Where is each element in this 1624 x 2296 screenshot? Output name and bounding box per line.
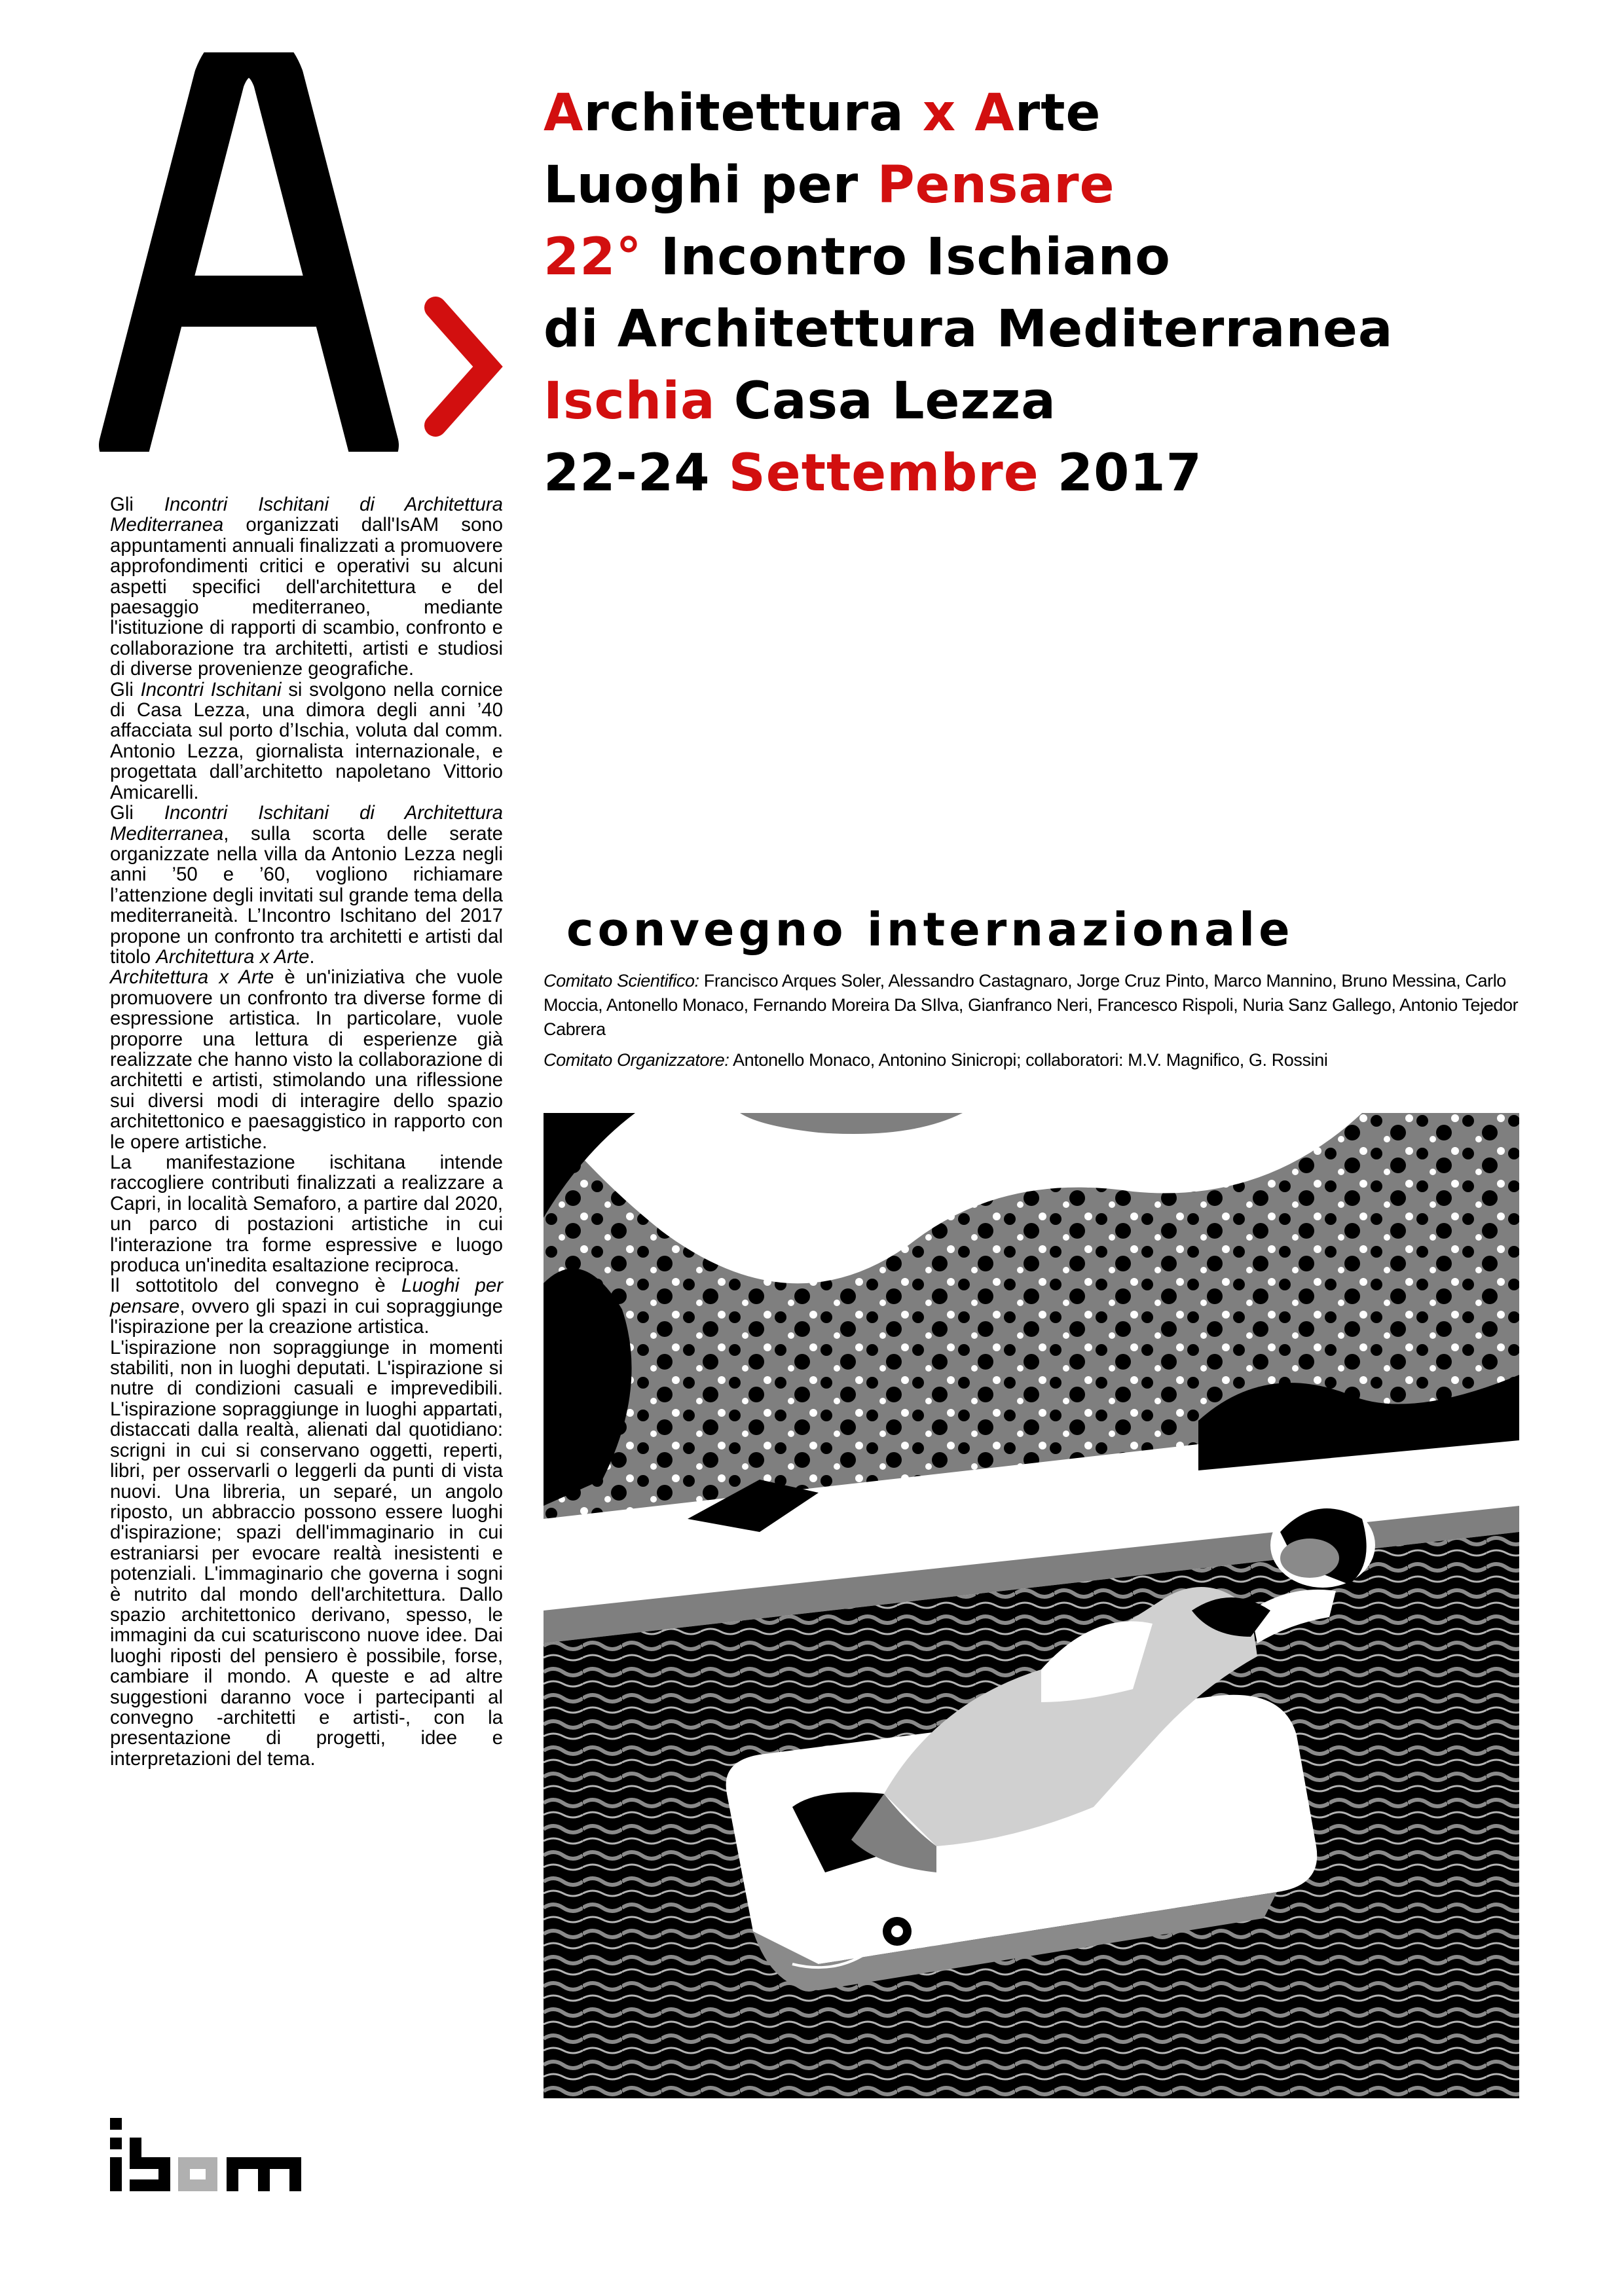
event-title [544, 77, 1565, 509]
body-paragraph-6: Il sottotitolo del convegno è Luoghi per pensare, ovvero gli spazi in cui sopraggiunge l'ispirazione per la creazione artistica. [110, 1275, 503, 1338]
title-line-2: Luoghi per Pensare [544, 156, 1115, 215]
body-text-column [110, 494, 503, 1769]
committees [544, 969, 1539, 1072]
body-paragraph-4: Architettura x Arte è un'iniziativa che vuole promuovere un confronto tra diverse forme di espressione artistica. In particolare, vuole proporre una lettura di esperienze già realizzate che hanno visto la collaborazione di architetti e artisti, stimolando una riflessione sui diversi modi di interagire dello spazio architettonico e paesaggistico in rapporto con le opere artistiche. [110, 966, 504, 1153]
title-line-5: Ischia Casa Lezza [544, 372, 1056, 431]
isam-logo [110, 2118, 310, 2191]
title-line-3: 22° Incontro Ischiano [544, 228, 1171, 287]
scientific-committee: Comitato Scientifico: Francisco Arques Soler, Alessandro Castagnaro, Jorge Cruz Pinto, Marco Mannino, Bruno Messina, Carlo Moccia, Antonello Monaco, Fernando Moreira Da SIlva, Gianfranco Neri, Francesco Rispoli, Nuria Sanz Gallego, Antonio Tejedor Cabrera [544, 971, 1519, 1039]
chevron-right-icon [419, 295, 504, 439]
body-paragraph-2: Gli Incontri Ischitani si svolgono nella cornice di Casa Lezza, una dimora degli anni ’40 affacciata sul porto d’Ischia, voluta dal comm. Antonio Lezza, giornalista internazionale, e progettata dall’architetto napoletano Vittorio Amicarelli. [110, 678, 503, 803]
logo-letter-a [98, 52, 399, 452]
body-paragraph-5: La manifestazione ischitana intende raccogliere contributi finalizzati a realizzare a Capri, in località Semaforo, a partire dal 2020, un parco di postazioni artistiche in cui l'interazione tra forme espressive e luogo produca un'inedita esaltazione reciproca. [110, 1152, 503, 1277]
photo-illustration [544, 1113, 1519, 2098]
body-paragraph-3: Gli Incontri Ischitani di Architettura Mediterranea, sulla scorta delle serate organizzate nella villa da Antonio Lezza negli anni ’50 e ’60, vogliono richiamare l’attenzione degli invitati sul grande tema della mediterraneità. L’Incontro Ischitano del 2017 propone un confronto tra architetti e artisti dal titolo Architettura x Arte. [110, 802, 503, 968]
conference-title: convegno internazionale [566, 903, 1294, 957]
body-paragraph-1: Gli Incontri Ischitani di Architettura Mediterranea organizzati dall'IsAM sono appuntamenti annuali finalizzati a promuovere approfondimenti critici e operativi su alcuni aspetti specifici dell'architettura e del paesaggio mediterraneo, mediante l'istituzione di rapporti di scambio, confronto e collaborazione tra architetti, artisti e studiosi di diverse provenienze geografiche. [110, 494, 503, 680]
title-line-1: Architettura x Arte [544, 84, 1101, 143]
title-line-6: 22-24 Settembre 2017 [544, 444, 1202, 503]
organizing-committee: Comitato Organizzatore: Antonello Monaco, Antonino Sinicropi; collaboratori: M.V. Magnifico, G. Rossini [544, 1050, 1328, 1070]
poster-photo [544, 1113, 1519, 2098]
title-line-4: di Architettura Mediterranea [544, 300, 1393, 359]
body-paragraph-7: L'ispirazione non sopraggiunge in momenti stabiliti, non in luoghi deputati. L'ispirazione si nutre di condizioni casuali e imprevedibili. L'ispirazione sopraggiunge in luoghi appartati, distaccati dalla realtà, alienati dal quotidiano: scrigni in cui si conservano oggetti, reperti, libri, per osservarli o leggerli da punti di vista nuovi. Una libreria, un separé, un angolo riposto, un abbraccio possono essere luoghi d'ispirazione; spazi dell'immaginario in cui estraniarsi per evocare realtà inesistenti e potenziali. L'immaginario che governa i sogni è nutrito dal mondo dell'architettura. Dallo spazio architettonico derivano, spesso, le immagini da cui scaturiscono nuove idee. Dai luoghi riposti del pensiero è possibile, forse, cambiare il mondo. A queste e ad altre suggestioni daranno voce i partecipanti al convegno -architetti e artisti-, con la presentazione di progetti, idee e interpretazioni del tema. [110, 1336, 503, 1770]
